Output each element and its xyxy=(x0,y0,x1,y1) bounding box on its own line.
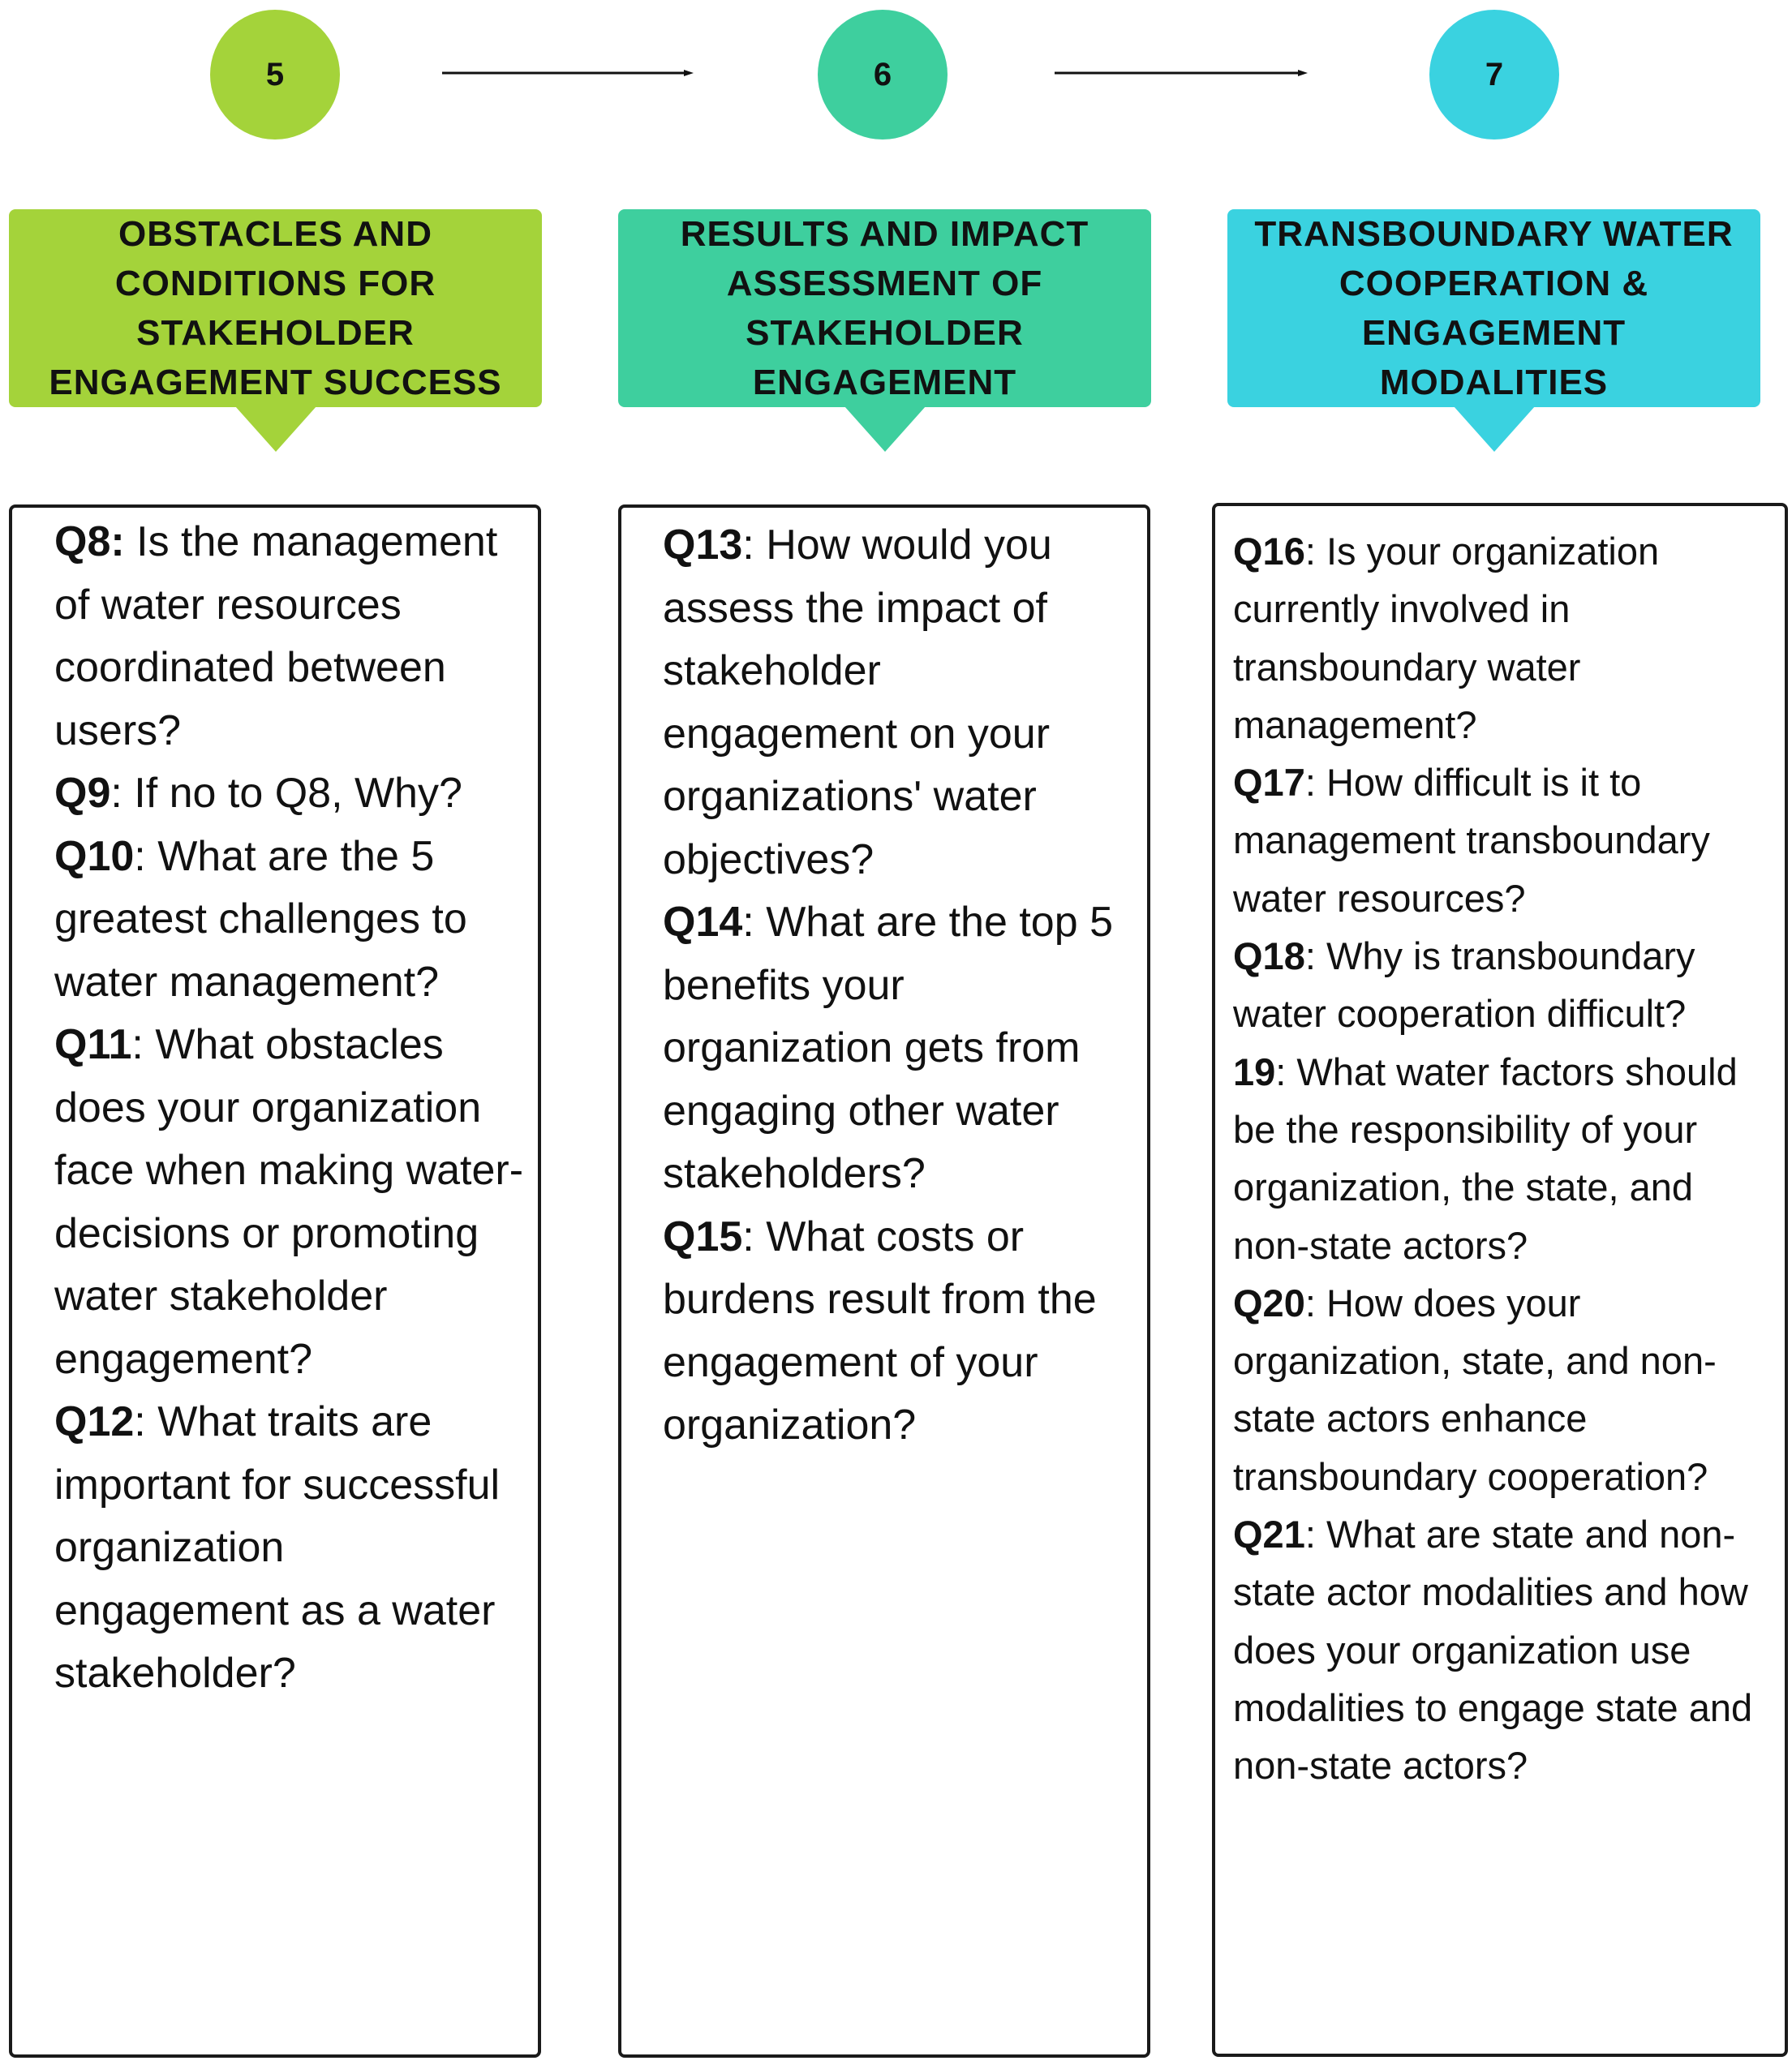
question-q17: Q17: How difficult is it to management transboundary water resources? xyxy=(1233,761,1710,920)
step-6-title-box xyxy=(618,209,1151,407)
step-6-questions xyxy=(663,514,1117,1458)
arrow-6-to-7 xyxy=(1055,70,1308,73)
question-q15: Q15: What costs or burdens result from the engagement of your organization? xyxy=(663,1213,1097,1449)
question-q8: Q8: Is the management of water resources coordinated between users? xyxy=(54,518,498,754)
question-q11: Q11: What obstacles does your organization face when making water-decisions or promoting water stakeholder engagement? xyxy=(54,1021,524,1383)
step-6-circle xyxy=(818,10,948,140)
question-q14: Q14: What are the top 5 benefits your organization gets from engaging other water stakeholders? xyxy=(663,899,1113,1197)
question-q12: Q12: What traits are important for successful organization engagement as a water stakeholder? xyxy=(54,1398,501,1697)
step-7-circle xyxy=(1429,10,1559,140)
arrow-right-icon xyxy=(442,70,694,83)
step-7-title: TRANSBOUNDARY WATER COOPERATION & ENGAGEMENT MODALITIES xyxy=(1254,214,1734,402)
question-q10: Q10: What are the 5 greatest challenges to water management? xyxy=(54,832,467,1006)
question-q21: Q21: What are state and non-state actor modalities and how does your organization use modalities to engage state and non-state actors? xyxy=(1233,1513,1753,1788)
callout-pointer xyxy=(1454,406,1535,452)
step-6-title: RESULTS AND IMPACT ASSESSMENT OF STAKEHOLDER ENGAGEMENT xyxy=(680,214,1089,402)
step-5-title-box xyxy=(9,209,542,407)
callout-pointer xyxy=(844,406,926,452)
step-5-title: OBSTACLES AND CONDITIONS FOR STAKEHOLDER ENGAGEMENT SUCCESS xyxy=(49,214,502,402)
question-q18: Q18: Why is transboundary water cooperation difficult? xyxy=(1233,934,1695,1036)
arrow-right-icon xyxy=(1055,70,1308,83)
step-7-number: 7 xyxy=(1485,56,1504,92)
question-q16: Q16: Is your organization currently involved in transboundary water management? xyxy=(1233,530,1660,746)
step-6-number: 6 xyxy=(873,56,892,92)
step-5-questions xyxy=(54,511,525,1706)
question-q13: Q13: How would you assess the impact of stakeholder engagement on your organizations' water objectives? xyxy=(663,522,1052,883)
step-5-number: 5 xyxy=(265,56,285,92)
step-5-circle xyxy=(210,10,340,140)
question-q9: Q9: If no to Q8, Why? xyxy=(54,770,462,817)
step-7-title-box xyxy=(1227,209,1760,407)
question-q19: 19: What water factors should be the responsibility of your organization, the state, and non-state actors? xyxy=(1233,1050,1738,1267)
step-7-questions xyxy=(1233,522,1773,1795)
arrow-5-to-6 xyxy=(442,70,694,73)
question-q20: Q20: How does your organization, state, and non-state actors enhance transboundary cooperation? xyxy=(1233,1281,1717,1498)
callout-pointer xyxy=(235,406,316,452)
